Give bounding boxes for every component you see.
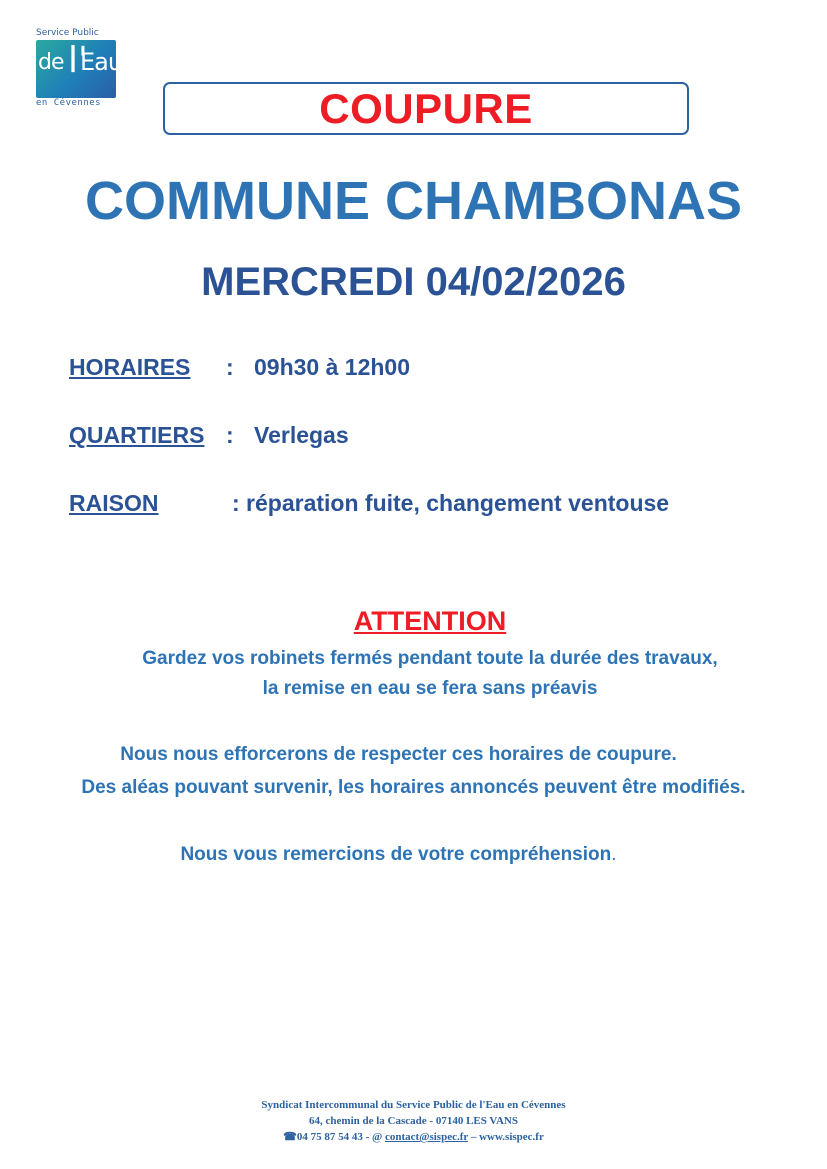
- phone-icon: ☎: [283, 1131, 297, 1143]
- attention-line-1: Gardez vos robinets fermés pendant toute la durée des travaux,: [142, 648, 718, 669]
- footer-phone: 04 75 87 54 43 - @: [296, 1131, 386, 1143]
- logo-de: de: [38, 50, 64, 75]
- quartiers-separator: :: [226, 422, 234, 448]
- notice-line-1: Nous nous efforcerons de respecter ces horaires de coupure.: [120, 744, 677, 765]
- quartiers-value: Verlegas: [254, 422, 349, 448]
- notice-line-2: Des aléas pouvant survenir, les horaires annoncés peuvent être modifiés.: [81, 777, 746, 798]
- commune-title: COMMUNE CHAMBONAS: [85, 171, 742, 231]
- attention-line-2: la remise en eau se fera sans préavis: [262, 678, 598, 699]
- footer-email-link[interactable]: contact@sispec.fr: [385, 1131, 469, 1143]
- quartiers-label: QUARTIERS: [69, 422, 205, 448]
- footer-contact: [0, 1130, 827, 1145]
- footer-line-1: Syndicat Intercommunal du Service Public de l'Eau en Cévennes: [261, 1099, 566, 1111]
- logo-eau: Eau: [80, 48, 123, 76]
- logo-top-text: Service Public: [36, 28, 99, 38]
- attention-title: ATTENTION: [353, 606, 507, 636]
- logo-bracket: l': [68, 40, 88, 81]
- logo: [34, 28, 126, 112]
- notice-thanks-text: Nous vous remercions de votre compréhension: [180, 844, 612, 865]
- footer-website: – www.sispec.fr: [468, 1131, 544, 1143]
- footer-line-2: 64, chemin de la Cascade - 07140 LES VANS: [309, 1115, 518, 1127]
- coupure-banner: [163, 82, 689, 135]
- raison-value: : réparation fuite, changement ventouse: [232, 490, 670, 516]
- horaires-separator: :: [226, 354, 234, 380]
- horaires-value: 09h30 à 12h00: [254, 354, 411, 380]
- date-title: MERCREDI 04/02/2026: [201, 260, 626, 304]
- notice-thanks: [0, 842, 797, 868]
- notice-thanks-period: .: [611, 844, 617, 865]
- raison-label: RAISON: [69, 490, 159, 516]
- horaires-label: HORAIRES: [69, 354, 191, 380]
- coupure-title: COUPURE: [319, 84, 533, 132]
- logo-bottom-text: en Cévennes: [36, 98, 102, 108]
